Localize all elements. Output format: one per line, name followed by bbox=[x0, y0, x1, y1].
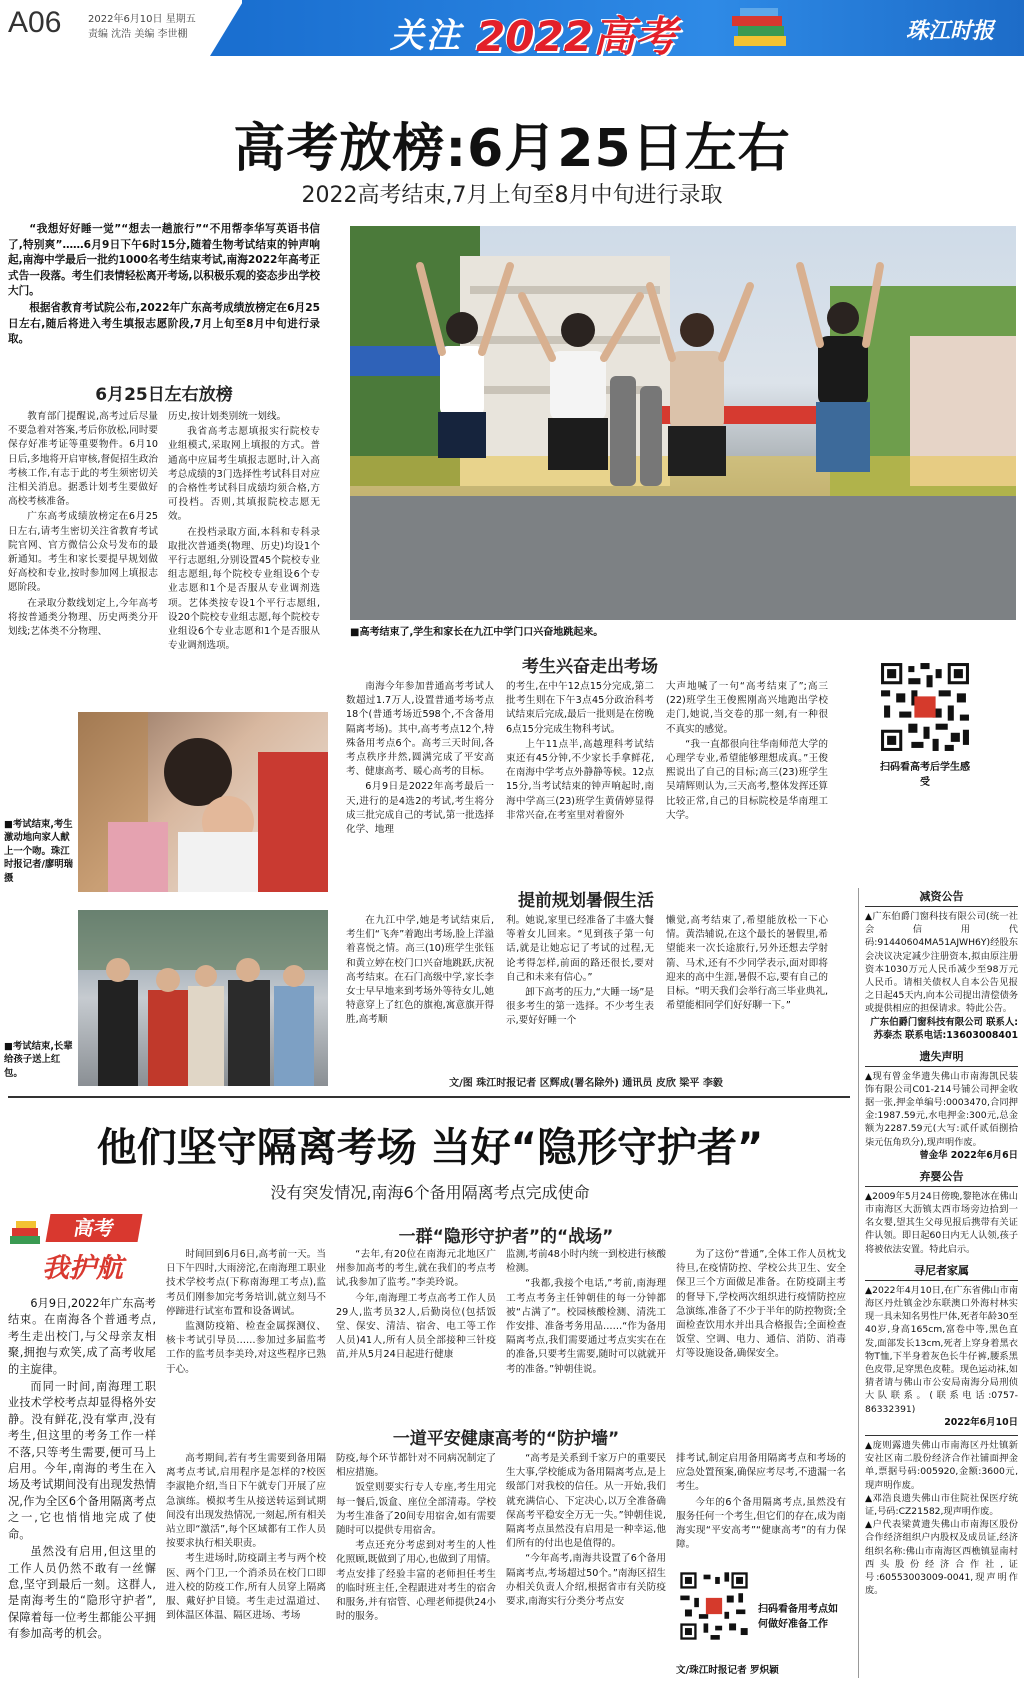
story1-lead-p1: “我想好好睡一觉”“想去一趟旅行”“不用帮李华写英语书信了,特别爽”……6月9日下午6时15分,随着生物考试结束的钟声响起,南海中学最后一批约1000名考生结束考试,南海2022年高考正式告一段落。考生们表情轻松离开考场,以积极乐观的姿态步出学校大门。 bbox=[8, 223, 320, 298]
paragraph: 我省高考志愿填报实行院校专业组模式,采取网上填报的方式。普通高中应届考生填报志愿时,计入高考总成绩的3门选择性考试科目对应的合格性考试科目成绩均须合格,方可投档。否则,其填报院校志愿无效。 bbox=[168, 426, 320, 523]
paragraph: 高考期间,若有考生需要到备用隔离考点考试,启用程序是怎样的?校医李淑艳介绍,当日下午就专门开展了应急演练。模拟考生从接送转运到试期间没有出现发热情况,一刻起,所有相关站立即“激活”,每个区域都有工作人员按要求执行相关职责。 bbox=[166, 1453, 326, 1550]
main-photo-caption: ■高考结束了,学生和家长在九江中学门口兴奋地跳起来。 bbox=[350, 627, 604, 638]
story1-sec1-col2 bbox=[168, 410, 320, 692]
main-photo-jumping-students bbox=[350, 226, 1016, 620]
paragraph: 监测防疫箱、检查金属探测仪、核卡考试引导员……参加过多届监考工作的监考员李美玲,对这些程序已熟于心。 bbox=[166, 1321, 326, 1375]
story1-lead bbox=[8, 222, 320, 354]
paragraph: 教育部门提醒说,高考过后尽量不要急着对答案,考后你放松,同时要保存好准考证等重要物件。6月10日后,多地将开启审核,督促招生政治考核工作,有志于此的考生须密切关注相关消息。据悉计划考生要做好高校考核准备。 bbox=[8, 411, 158, 508]
notice-body: ▲庞则露遗失佛山市南海区丹灶镇新安社区南二股份经济合作社铺面押金单,票据号码:005920,金额:3600元,现声明作废。 ▲邓浩良遗失佛山市住院社保医疗统证,号码:CZ21582,现声明作废。 ▲户代表梁黄遗失佛山市南海区股份合作经济组织户内股权及成员证,经济组织名称:佛山市南海区西樵镇显南村西头股份经济合作社,证号:60553003009-0041,现声明作废。 bbox=[865, 1439, 1018, 1597]
notice-body: ▲2009年5月24日傍晚,黎艳冰在佛山市南海区大沥镇太西市场旁边拾到一名女婴,望其生父母见报后携带有关证件认领。即日起60日内无人认领,孩子将被依法安置。特此启示。 bbox=[865, 1190, 1018, 1255]
notice-sign: 曾金华 2022年6月6日 bbox=[919, 1149, 1018, 1161]
story1-sec2-col3 bbox=[666, 680, 828, 875]
notice-title: 寻尼者家属 bbox=[865, 1262, 1018, 1281]
header-date: 2022年6月10日 星期五 bbox=[88, 14, 196, 25]
paragraph: 在九江中学,她是考试结束后,考生们“飞奔”着跑出考场,脸上洋溢着喜悦之情。高三(10)班学生张钰和黄立婷在校门口兴奋地跳跃,庆祝高考结束。在石门高级中学,家长李女士早早地来到考场外等待女儿,她特意穿上了红色的旗袍,寓意旗开得胜,高考顺 bbox=[346, 915, 494, 1026]
paragraph: 饭堂则要实行专人专座,考生用完每一餐后,饭盒、座位全部清毒。学校为考生准备了20间专用宿舍,如有需要随时可以提供专用宿舍。 bbox=[336, 1482, 496, 1537]
notice-seeking-family bbox=[865, 1262, 1018, 1429]
story2-sec2-col2 bbox=[336, 1452, 496, 1678]
story2-sec1-col1 bbox=[166, 1248, 326, 1420]
story2-sec2-col4 bbox=[676, 1452, 846, 1562]
newspaper-logo: 珠江时报 bbox=[906, 18, 995, 44]
paragraph: 大声地喊了一句“高考结束了”;高三(22)班学生王俊熙刚高兴地跑出学校走门,她说,当交卷的那一刻,有一种很不真实的感觉。 bbox=[666, 681, 828, 735]
paragraph: 利。她说,家里已经准备了丰盛大餐等着女儿回来。“见到孩子第一句话,就是让她忘记了考试的过程,无论考得怎样,前面的路还很长,要对自己和未来有信心。” bbox=[506, 915, 654, 983]
story1-sec2-title: 考生兴奋走出考场 bbox=[522, 657, 658, 677]
qr-code-story2[interactable] bbox=[678, 1570, 750, 1642]
header-banner-wedge bbox=[210, 0, 244, 56]
story1-byline: 文/图 珠江时报记者 区辉成(署名除外) 通讯员 皮欣 梁平 李毅 bbox=[449, 1078, 723, 1089]
paragraph: 为了这份“普通”,全体工作人员枕戈待旦,在疫情防控、学校公共卫生、安全保卫三个方面做足准备。在防疫副主考的督导下,学校两次组织进行疫情防控应急演练,准备了不少于半年的防控物资;全面检查饮用水并出具合格报告;全面检查饭堂、空调、电力、通信、消防、消毒灯等设施设备,确保安全。 bbox=[676, 1249, 846, 1360]
story1-sec2-col2 bbox=[506, 680, 654, 875]
paragraph: “我一直都很向往华南师范大学的心理学专业,希望能够理想成真。”王俊熙说出了自己的目标;高三(23)班学生吴靖辉则认为,三天高考,整体发挥还算比较正常,自己的目标院校是华南理工大学。 bbox=[666, 738, 828, 821]
paragraph: 的考生,在中午12点15分完成,第二批考生则在下午3点45分政治科考试结束后完成,最后一批则是在傍晚6点15分完成生物科考试。 bbox=[506, 681, 654, 735]
badge-gaokao-huhang bbox=[8, 1214, 156, 1284]
story1-sec3-col3 bbox=[666, 914, 828, 1056]
paragraph: 而同一时间,南海理工职业技术学校考点却显得格外安静。没有鲜花,没有掌声,没有考生,但这里的考务工作一样不落,只等考生需要,便可马上启用。今年,南海的考生在入场及考试期间没有出现发热情况,作为全区6个备用隔离考点之一,它也悄悄地完成了使命。 bbox=[8, 1380, 156, 1541]
story2-sec2-title: 一道平安健康高考的“防护墙” bbox=[392, 1429, 620, 1449]
page-header bbox=[0, 0, 1024, 61]
side-photo-kiss bbox=[78, 712, 328, 892]
side-photo-red-envelope bbox=[78, 910, 328, 1086]
paragraph: 南海今年参加普通高考考试人数超过1.7万人,设置普通考场考点18个(普通考场近598个,不含备用隔离考场)。其中,高考考点12个,特殊备用考点6个。高考三天时间,各考点秩序井然,圆满完成了平安高考、健康高考、暖心高考的目标。 bbox=[346, 681, 494, 778]
story1-subhead: 2022高考结束,7月上旬至8月中旬进行录取 bbox=[301, 183, 723, 208]
side-photo-kiss-caption: ■考试结束,考生激动地向家人献上一个吻。珠江时报记者/廖明瑞 摄 bbox=[4, 819, 74, 884]
story2-subhead: 没有突发情况,南海6个备用隔离考点完成使命 bbox=[270, 1183, 590, 1202]
story2-sec1-title: 一群“隐形守护者”的“战场” bbox=[398, 1227, 614, 1247]
paragraph: 考生进场时,防疫副主考与两个校医、两个门卫,一个消杀员在校门口即进入校的防疫工作,所有人员穿上隔离服、戴好护目镜。考生走过温道过、到体温区体温、隔区进场、考场 bbox=[166, 1553, 326, 1622]
story1-sec3-title: 提前规划暑假生活 bbox=[518, 891, 654, 911]
paragraph: 在投档录取方面,本科和专科录取批次普通类(物理、历史)均设1个平行志愿组,分别设置45个院校专业组志愿组,每个院校专业组设6个专业志愿和1个是否服从专业调剂选项。艺体类按专设1个平行志愿组,设20个院校专业组志愿,每个院校专业组设6个专业志愿和1个是否服从专业调剂选项。 bbox=[168, 526, 320, 652]
paragraph: “去年,有20位在南海元北地区广州参加高考的考生,就在我们的考点考试,我参加了监考。”李美玲说。 bbox=[336, 1249, 496, 1289]
paragraph: 防疫,每个环节都针对不同病况制定了相应措施。 bbox=[336, 1453, 496, 1479]
paragraph: 在录取分数线划定上,今年高考将按普通类分物理、历史两类分开划线;艺体类不分物理、 bbox=[8, 597, 158, 638]
notice-abandoned-infant bbox=[865, 1168, 1018, 1256]
paragraph: “高考是关系到千家万户的重要民生大事,学校能成为备用隔离考点,是上级部门对我校的信任。从一开始,我们就充满信心、下定决心,以万全准备确保高考平稳安全万无一失。”钟朝佳说,隔离考点虽然没有启用是一种幸运,他们所有的付出也是值得的。 bbox=[506, 1453, 666, 1550]
page-number: A06 bbox=[8, 6, 62, 39]
paragraph: 上午11点半,高越理科考试结束还有45分钟,不少家长手拿鲜花,在南海中学考点外静静等候。12点15分,当考试结束的钟声响起时,南海中学高三(23)班学生黄倩婷显得非常兴奋,在考室里对着窗外 bbox=[506, 738, 654, 821]
column-title: 2022高考 bbox=[476, 12, 677, 61]
badge-top-label: 高考 bbox=[46, 1214, 143, 1242]
notice-title: 减资公告 bbox=[865, 888, 1018, 907]
paragraph: 6月9日,2022年广东高考结束。在南海各个普通考点,考生走出校门,与父母亲友相聚,拥抱与欢笑,成了高考收尾的主旋律。 bbox=[8, 1297, 156, 1376]
notice-body: ▲广东伯爵门窗科技有限公司(统一社会信用代码:91440604MA51AJWH6Y)经股东会决议决定减少注册资本,拟由原注册资本1030万元人民币减少至98万元人民币。请相关债权人自本公告见报之日起45天内,向本公司提出清偿债务或提供相应的担保请求。特此公告。 bbox=[865, 911, 1018, 1015]
story1-sec1-title: 6月25日左右放榜 bbox=[95, 385, 233, 405]
paragraph: 历史,按计划类别统一划线。 bbox=[168, 411, 287, 422]
paragraph: 6月9日是2022年高考最后一天,进行的是4选2的考试,考生将分成三批完成自己的考试,第一批选择化学、地理 bbox=[346, 781, 494, 836]
notice-title: 遗失声明 bbox=[865, 1048, 1018, 1067]
notice-sign: 广东伯爵门窗科技有限公司 联系人:苏泰杰 联系电话:13603008401 bbox=[870, 1016, 1018, 1041]
badge-books-icon bbox=[8, 1220, 42, 1246]
story2-sec1-col4 bbox=[676, 1248, 846, 1420]
notices-column bbox=[858, 888, 1018, 1678]
notice-body: ▲2022年4月10日,在广东省佛山市南海区丹灶镇金沙东联澳口外海村林实现一具未知名男性尸体,死者年龄30至40岁,身高165cm,富卷中等,黑色直发,面部发长13cm,死者上穿身着黑衣物T恤,下半身着灰色长牛仔裤,腰系黑色皮带,足穿黑色皮鞋。现色运动袜,如猜者请与佛山市公安局南海分局刑侦大队联系。(联系电话:0757-86332391) bbox=[865, 1284, 1018, 1415]
paragraph: 懒觉,高考结束了,希望能放松一下心情。黄浩辅说,在这个最长的暑假里,希望能来一次长途旅行,另外还想去学射箭、马术,还有不少同学表示,面对即将迎来的高中生涯,暑假不忘,要有自己的目标。“明天我们会举行高三毕业典礼,希望能相同学们好好聊一下。” bbox=[666, 915, 828, 1012]
notice-sign: 2022年6月10日 bbox=[944, 1416, 1018, 1428]
books-icon bbox=[730, 6, 790, 50]
story1-sec2-col1 bbox=[346, 680, 494, 875]
paragraph: 排考试,制定启用备用隔离考点和考场的应急处置预案,确保应考尽考,不遗漏一名考生。 bbox=[676, 1453, 846, 1493]
column-prefix: 关注 bbox=[390, 16, 462, 56]
paragraph: 监测,考前48小时内统一到校进行核酸检测。 bbox=[506, 1249, 666, 1275]
paragraph: 考点还充分考虑到对考生的人性化照顾,既做到了用心,也做到了用情。考点安排了经验丰富的老师担任考生的临时班主任,全程跟进对考生的宿舍和服务,并有宿管、心理老师提供24小时的服务。 bbox=[336, 1540, 496, 1623]
qr-caption-story2: 扫码看备用考点如何做好准备工作 bbox=[758, 1604, 838, 1630]
paragraph: 卸下高考的压力,“大睡一场”是很多考生的第一选择。不少考生表示,要好好睡一个 bbox=[506, 987, 654, 1027]
paragraph: 时间回到6月6日,高考前一天。当日下午四时,大雨滂沱,在南海理工职业技术学校考点(下称南海理工考点),监考员们刚参加完考务培训,就立刻马不停蹄进行试室布置和设备调试。 bbox=[166, 1249, 326, 1317]
story1-lead-p2: 根据省教育考试院公布,2022年广东高考成绩放榜定在6月25日左右,随后将进入考生填报志愿阶段,7月上旬至8月中旬进行录取。 bbox=[8, 301, 320, 346]
paragraph: 今年,南海理工考点高考工作人员29人,监考员32人,后勤岗位(包括饭堂、保安、清洁、宿舍、电工等工作人员)41人,所有人员全部接种三针疫苗,并从5月24日起进行健康 bbox=[336, 1292, 496, 1361]
qr-caption-story1: 扫码看高考后学生感受 bbox=[880, 762, 970, 788]
story2-sec2-col1 bbox=[166, 1452, 326, 1678]
story1-headline: 高考放榜:6月25日左右 bbox=[233, 119, 791, 179]
story1-sec3-col1 bbox=[346, 914, 494, 1056]
header-editors: 责编 沈浩 美编 李世棚 bbox=[88, 29, 188, 40]
badge-bottom-label: 我护航 bbox=[42, 1253, 123, 1284]
story2-sec2-col3 bbox=[506, 1452, 666, 1678]
paragraph: “今年高考,南海共设置了6个备用隔离考点,考场超过50个。”南海区招生办相关负责人介绍,根据省市有关防疫要求,南海实行分类分考点安 bbox=[506, 1553, 666, 1608]
qr-code-story1[interactable] bbox=[878, 660, 972, 754]
notice-capital-reduction bbox=[865, 888, 1018, 1042]
story2-headline: 他们坚守隔离考场 当好“隐形守护者” bbox=[96, 1125, 764, 1171]
paragraph: 今年的6个备用隔离考点,虽然没有服务任何一个考生,但它们的存在,成为南海实现“平安高考”“健康高考”的有力保障。 bbox=[676, 1496, 846, 1551]
story2-sec1-col2 bbox=[336, 1248, 496, 1420]
story1-sec1-col1 bbox=[8, 410, 158, 692]
paragraph: 虽然没有启用,但这里的工作人员仍然不敢有一丝懈怠,坚守到最后一刻。这群人,是南海考生的“隐形守护者”,保障着每一位考生都能公平拥有参加高考的机会。 bbox=[8, 1545, 156, 1641]
story2-sec1-col3 bbox=[506, 1248, 666, 1420]
paragraph: 广东高考成绩放榜定在6月25日左右,请考生密切关注省教育考试院官网、官方微信公众号发布的最新通知。考生和家长要提早规划做好高校和专业,按时参加网上填报志愿阶段。 bbox=[8, 511, 158, 594]
side-photo-red-envelope-caption: ■考试结束,长辈给孩子送上红包。 bbox=[4, 1041, 73, 1079]
notice-body: ▲现有曾金华遗失佛山市南海凯民装饰有限公司C01-214号铺公司押金收据一张,押金单编号:0003470,合同押金:1987.59元,水电押金:300元,总金额为2287.59元(大写:贰仟贰佰捌拾柒元伍角玖分),现声明作废。 bbox=[865, 1070, 1018, 1148]
paragraph: “我都,我接个电话,”考前,南海理工考点考务主任钟朝佳的每一分钟都被“占满了”。校园核酸检测、清洗工作安排、准备考务用品……“作为备用隔离考点,我们需要通过考点实实在在的准备,只要考生需要,随时可以就就开考的准备。”钟朝佳说。 bbox=[506, 1278, 666, 1375]
story1-sec3-col2 bbox=[506, 914, 654, 1056]
notice-title: 弃婴公告 bbox=[865, 1168, 1018, 1187]
notice-loss-statement bbox=[865, 1048, 1018, 1162]
section-divider bbox=[8, 1096, 850, 1098]
notice-misc-losses bbox=[865, 1435, 1018, 1597]
story2-byline: 文/珠江时报记者 罗炽颖 bbox=[676, 1665, 779, 1676]
story2-lead bbox=[8, 1296, 156, 1676]
